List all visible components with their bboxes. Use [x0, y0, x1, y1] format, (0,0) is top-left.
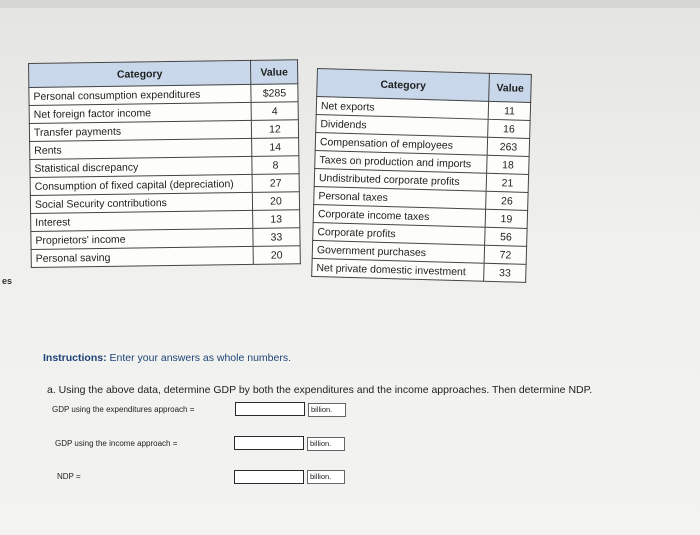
column-header-value: Value	[251, 60, 298, 85]
category-cell: Personal saving	[31, 246, 253, 267]
value-cell: 26	[486, 191, 528, 210]
category-cell: Net exports	[316, 97, 489, 120]
gdp-expenditures-label: GDP using the expenditures approach =	[52, 405, 195, 414]
category-cell: Compensation of employees	[315, 132, 488, 155]
gdp-income-input[interactable]	[234, 436, 304, 450]
category-cell: Consumption of fixed capital (depreciation)	[30, 174, 252, 195]
value-cell: 4	[251, 102, 298, 121]
value-cell: 16	[488, 119, 530, 138]
data-table-left	[28, 59, 301, 268]
category-cell: Undistributed corporate profits	[314, 168, 487, 191]
gdp-income-label: GDP using the income approach =	[55, 439, 178, 448]
category-cell: Proprietors' income	[31, 228, 253, 249]
answer-row-gdp-income	[55, 436, 355, 454]
instructions	[43, 352, 291, 364]
unit-label: billion.	[307, 437, 345, 451]
category-cell: Net private domestic investment	[312, 258, 485, 281]
category-cell: Government purchases	[312, 240, 485, 263]
answer-row-gdp-expenditures	[52, 402, 352, 420]
value-cell: 33	[484, 263, 526, 282]
top-bar	[0, 0, 700, 8]
value-cell: 14	[252, 138, 299, 157]
category-cell: Net foreign factor income	[29, 102, 251, 123]
value-cell: 33	[253, 228, 300, 247]
value-cell: 11	[488, 101, 530, 120]
clipped-edge-text: es	[2, 276, 13, 286]
category-cell: Transfer payments	[29, 120, 251, 141]
answer-row-ndp	[57, 469, 357, 487]
value-cell: $285	[251, 84, 298, 103]
category-cell: Taxes on production and imports	[315, 150, 488, 173]
unit-label: billion.	[308, 403, 346, 417]
instructions-label: Instructions:	[43, 352, 107, 364]
value-cell: 21	[486, 173, 528, 192]
category-cell: Statistical discrepancy	[30, 156, 252, 177]
value-cell: 27	[252, 174, 299, 193]
category-cell: Rents	[30, 138, 252, 159]
value-cell: 263	[487, 137, 529, 156]
category-cell: Dividends	[316, 114, 489, 137]
value-cell: 72	[484, 245, 526, 264]
category-cell: Social Security contributions	[30, 192, 252, 213]
column-header-value: Value	[489, 73, 532, 102]
category-cell: Personal consumption expenditures	[29, 84, 251, 105]
value-cell: 18	[487, 155, 529, 174]
value-cell: 19	[485, 209, 527, 228]
ndp-label: NDP =	[57, 472, 81, 481]
column-header-category: Category	[29, 60, 251, 87]
gdp-expenditures-input[interactable]	[235, 402, 305, 416]
table-row	[31, 246, 300, 268]
category-cell: Interest	[31, 210, 253, 231]
value-cell: 8	[252, 156, 299, 175]
question-text: a. Using the above data, determine GDP by both the expenditures and the income approaches. Then determine NDP.	[47, 384, 593, 396]
data-table-right	[311, 68, 532, 283]
category-cell: Personal taxes	[314, 186, 487, 209]
instructions-text: Enter your answers as whole numbers.	[106, 352, 292, 364]
value-cell: 13	[253, 210, 300, 229]
column-header-category: Category	[317, 69, 490, 102]
value-cell: 56	[485, 227, 527, 246]
category-cell: Corporate income taxes	[313, 204, 486, 227]
ndp-input[interactable]	[234, 470, 304, 484]
category-cell: Corporate profits	[313, 222, 486, 245]
value-cell: 20	[252, 192, 299, 211]
unit-label: billion.	[307, 470, 345, 484]
value-cell: 12	[251, 120, 298, 139]
value-cell: 20	[253, 246, 300, 265]
